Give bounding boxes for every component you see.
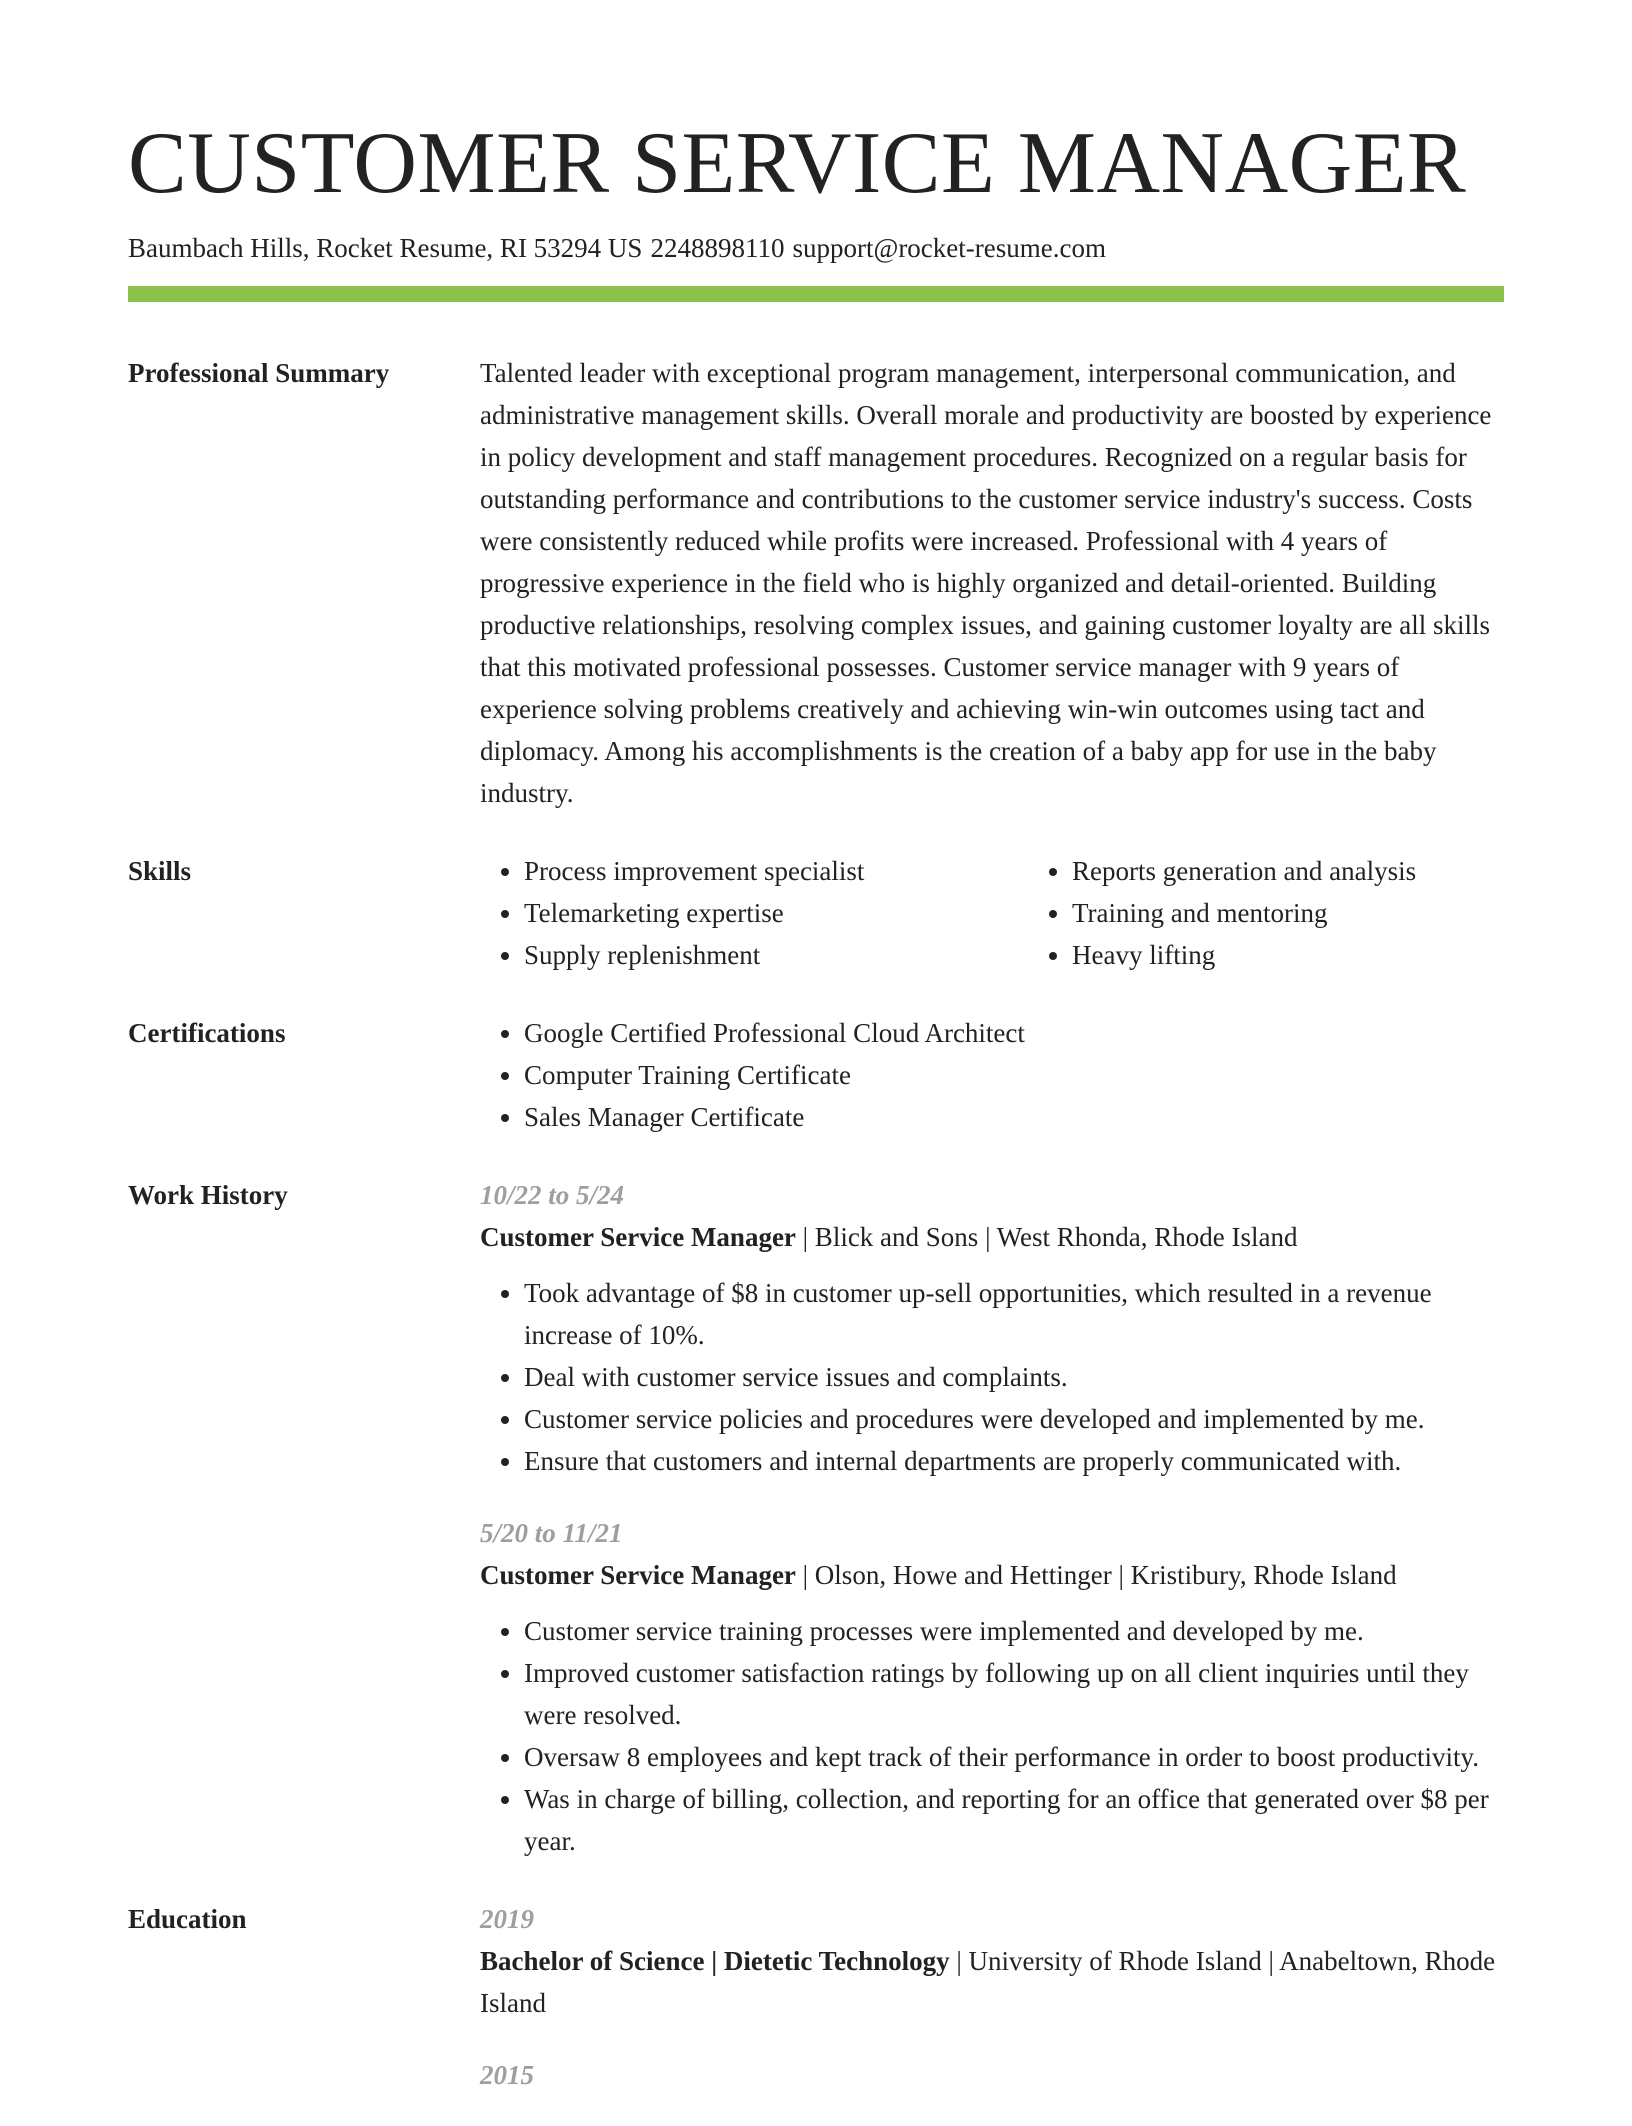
job-bullets: [480, 1272, 1504, 1482]
contact-phone: 2248898110: [650, 233, 785, 263]
section-label: Skills: [128, 856, 192, 887]
skills-columns: [480, 850, 1576, 976]
contact-line: [128, 232, 1504, 264]
skills-section: [128, 850, 1504, 976]
job-heading: [480, 1216, 1504, 1258]
resume-sections: [128, 352, 1504, 2126]
job-dates: 10/22 to 5/24: [480, 1180, 625, 1211]
education-entry: [480, 2054, 1504, 2096]
skills-list-left: [480, 850, 1028, 976]
accent-divider: [128, 286, 1504, 302]
section-label: Certifications: [128, 1018, 286, 1049]
skill-item: • Process improvement specialist: [524, 850, 1028, 892]
section-label: Education: [128, 1904, 247, 1935]
job-bullet: • Customer service training processes were implemented and developed by me.: [524, 1610, 1504, 1652]
education-details: | University of Rhode Island | Anabeltown, Rhode Island: [480, 1946, 1496, 2019]
job-title: Customer Service Manager: [480, 1222, 796, 1253]
job-bullet: • Improved customer satisfaction ratings by following up on all client inquiries until they were resolved.: [524, 1652, 1504, 1736]
job-title: Customer Service Manager: [480, 1560, 796, 1591]
skill-item: • Reports generation and analysis: [1072, 850, 1576, 892]
resume-title: CUSTOMER SERVICE MANAGER: [128, 115, 1467, 212]
job-entry: [480, 1174, 1504, 1482]
job-details: | Olson, Howe and Hettinger | Kristibury, Rhode Island: [795, 1560, 1397, 1591]
certifications-section: [128, 1012, 1504, 1138]
job-bullet: • Took advantage of $8 in customer up-sell opportunities, which resulted in a revenue increase of 10%.: [524, 1272, 1504, 1356]
work-history-section: [128, 1174, 1504, 1862]
job-bullets: [480, 1610, 1504, 1862]
job-bullet: • Deal with customer service issues and complaints.: [524, 1356, 1504, 1398]
job-bullet: • Customer service policies and procedures were developed and implemented by me.: [524, 1398, 1504, 1440]
education-year: 2015: [480, 2060, 534, 2091]
certification-item: • Google Certified Professional Cloud Architect: [524, 1012, 1504, 1054]
certification-item: • Sales Manager Certificate: [524, 1096, 1504, 1138]
skill-item: • Heavy lifting: [1072, 934, 1576, 976]
section-content: [480, 1012, 1504, 1138]
summary-text: Talented leader with exceptional program management, interpersonal communication, and administrative management skills. Overall morale and productivity are boosted by experience in policy development and staff management procedures. Recognized on a regular basis for outstanding performance and contributions to the customer service industry's success. Costs were consistently reduced while profits were increased. Professional with 4 years of progressive experience in the field who is highly organized and detail-oriented. Building productive relationships, resolving complex issues, and gaining customer loyalty are all skills that this motivated professional possesses. Customer service manager with 9 years of experience solving problems creatively and achieving win-win outcomes using tact and diplomacy. Among his accomplishments is the creation of a baby app for use in the baby industry.: [480, 358, 1492, 809]
job-bullet: • Was in charge of billing, collection, and reporting for an office that generated over $8 per year.: [524, 1778, 1504, 1862]
section-content: [480, 1898, 1504, 2126]
job-dates: 5/20 to 11/21: [480, 1518, 623, 1549]
skill-item: • Supply replenishment: [524, 934, 1028, 976]
job-bullet: • Ensure that customers and internal departments are properly communicated with.: [524, 1440, 1504, 1482]
section-label: Professional Summary: [128, 358, 390, 389]
job-bullet: • Oversaw 8 employees and kept track of their performance in order to boost productivity.: [524, 1736, 1504, 1778]
summary-section: [128, 352, 1504, 814]
education-degree: Bachelor of Science | Dietetic Technology: [480, 1946, 950, 1977]
job-entry: [480, 1512, 1504, 1862]
certification-item: • Computer Training Certificate: [524, 1054, 1504, 1096]
contact-email: support@rocket-resume.com: [792, 233, 1106, 263]
education-heading: [480, 1940, 1504, 2024]
skills-list-right: [1028, 850, 1576, 976]
education-entry: [480, 1898, 1504, 2024]
education-section: [128, 1898, 1504, 2126]
section-content: [480, 1174, 1504, 1862]
job-heading: [480, 1554, 1504, 1596]
education-year: 2019: [480, 1904, 534, 1935]
certifications-list: [480, 1012, 1504, 1138]
section-label: Work History: [128, 1180, 288, 1211]
skill-item: • Telemarketing expertise: [524, 892, 1028, 934]
section-content: [480, 352, 1504, 814]
skill-item: • Training and mentoring: [1072, 892, 1576, 934]
job-details: | Blick and Sons | West Rhonda, Rhode Island: [795, 1222, 1298, 1253]
contact-address: Baumbach Hills, Rocket Resume, RI 53294 US: [128, 233, 643, 263]
